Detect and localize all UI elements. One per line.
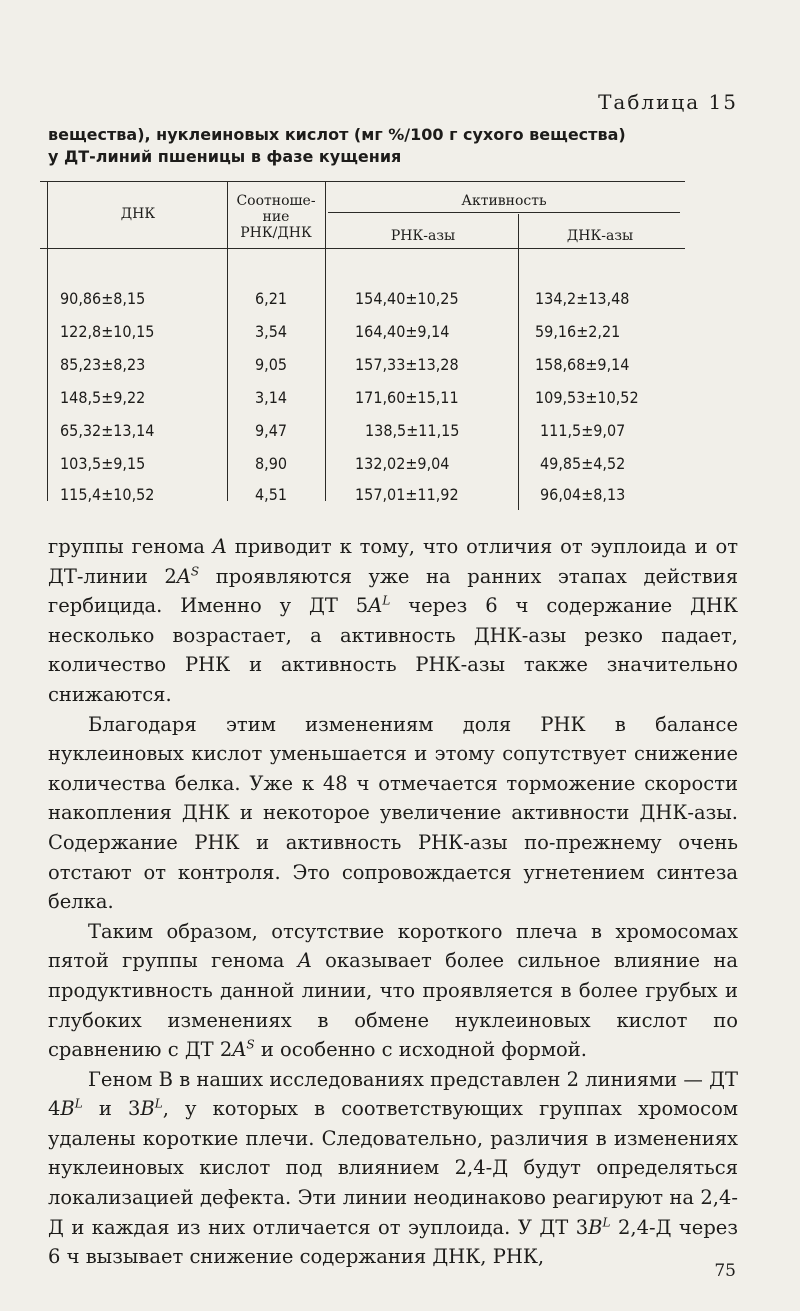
cell-dnkaza: 59,16±2,21 <box>535 322 621 341</box>
cell-ratio: 3,14 <box>255 388 288 407</box>
cell-dnkaza: 134,2±13,48 <box>535 289 630 308</box>
cell-dnkaza: 49,85±4,52 <box>540 454 626 473</box>
cell-dnkaza: 109,53±10,52 <box>535 388 639 407</box>
col-rule-2 <box>325 181 326 501</box>
header-bottom-rule <box>40 248 685 249</box>
paragraph-3: Таким образом, отсутствие короткого плеча в хромосомах пятой группы генома A оказывает более сильное влияние на продуктивность данной линии, что проявляется в более грубых и глубоких изменениях в обмене нуклеиновых кислот по сравнению с ДТ $2A^S$ и особенно с исходной формой. <box>48 919 738 1062</box>
header-ratio <box>228 193 324 241</box>
data-table <box>0 0 800 520</box>
cell-ratio: 4,51 <box>255 485 288 504</box>
cell-ratio: 9,05 <box>255 355 288 374</box>
header-rnkaza: РНК-азы <box>390 228 456 244</box>
table-number: Таблица 15 <box>598 90 738 114</box>
header-dnk: ДНК <box>120 206 156 222</box>
cell-rnkaza: 164,40±9,14 <box>355 322 450 341</box>
cell-dnk: 148,5±9,22 <box>60 388 146 407</box>
paragraph-1: группы генома A приводит к тому, что отличия от эуплоида и от ДТ-линии $2A^S$ проявляются уже на ранних этапах действия гербицида. Именно у ДТ $5A^L$ через 6 ч содержание ДНК несколько возрастает, а активность ДНК-азы резко падает, количество РНК и активность РНК-азы также значительно снижаются. <box>48 535 739 706</box>
body-text <box>48 532 738 1272</box>
cell-dnkaza: 96,04±8,13 <box>540 485 626 504</box>
cell-rnkaza: 157,01±11,92 <box>355 485 459 504</box>
cell-rnkaza: 132,02±9,04 <box>355 454 450 473</box>
caption-line-1: вещества), нуклеиновых кислот (мг %/100 г сухого вещества) <box>48 125 626 144</box>
col-rule-3 <box>518 214 519 510</box>
cell-dnk: 65,32±13,14 <box>60 421 155 440</box>
table-left-rule <box>47 181 48 501</box>
cell-dnkaza: 158,68±9,14 <box>535 355 630 374</box>
caption-line-2: у ДТ-линий пшеницы в фазе кущения <box>48 147 402 166</box>
cell-rnkaza: 154,40±10,25 <box>355 289 459 308</box>
cell-ratio: 8,90 <box>255 454 288 473</box>
cell-ratio: 6,21 <box>255 289 288 308</box>
paragraph-2: Благодаря этим изменениям доля РНК в балансе нуклеиновых кислот уменьшается и этому сопутствует снижение количества белка. Уже к 48 ч отмечается торможение скорости накопления ДНК и некоторое увеличение активности ДНК-азы. Содержание РНК и активность РНК-азы по-прежнему очень отстают от контроля. Это сопровождается угнетением синтеза белка. <box>48 712 738 914</box>
cell-rnkaza: 157,33±13,28 <box>355 355 459 374</box>
cell-dnk: 103,5±9,15 <box>60 454 146 473</box>
header-ratio-line-2: ние <box>262 209 290 225</box>
cell-ratio: 3,54 <box>255 322 288 341</box>
header-dnkaza: ДНК-азы <box>566 228 634 244</box>
cell-dnk: 115,4±10,52 <box>60 485 155 504</box>
paragraph-4: Геном В в наших исследованиях представлен 2 линиями — ДТ $4B^L$ и $3B^L$, у которых в соответствующих группах хромосом удалены короткие плечи. Следовательно, различия в изменениях нуклеиновых кислот под влиянием 2,4-Д будут определяться локализацией дефекта. Эти линии неодинаково реагируют на 2,4-Д и каждая из них отличается от эуплоида. У ДТ $3B^L$ 2,4-Д через 6 ч вызывает снижение содержания ДНК, РНК, <box>48 1067 738 1269</box>
cell-dnk: 85,23±8,23 <box>60 355 146 374</box>
cell-dnk: 122,8±10,15 <box>60 322 155 341</box>
header-ratio-line-1: Соотноше- <box>236 193 316 209</box>
page-number: 75 <box>714 1261 736 1281</box>
activity-rule <box>328 212 680 213</box>
header-activity: Активность <box>461 193 547 209</box>
cell-ratio: 9,47 <box>255 421 288 440</box>
cell-dnk: 90,86±8,15 <box>60 289 146 308</box>
cell-rnkaza: 138,5±11,15 <box>365 421 460 440</box>
header-ratio-line-3: РНК/ДНК <box>240 225 312 241</box>
table-top-rule <box>40 181 685 182</box>
cell-dnkaza: 111,5±9,07 <box>540 421 626 440</box>
cell-rnkaza: 171,60±15,11 <box>355 388 459 407</box>
